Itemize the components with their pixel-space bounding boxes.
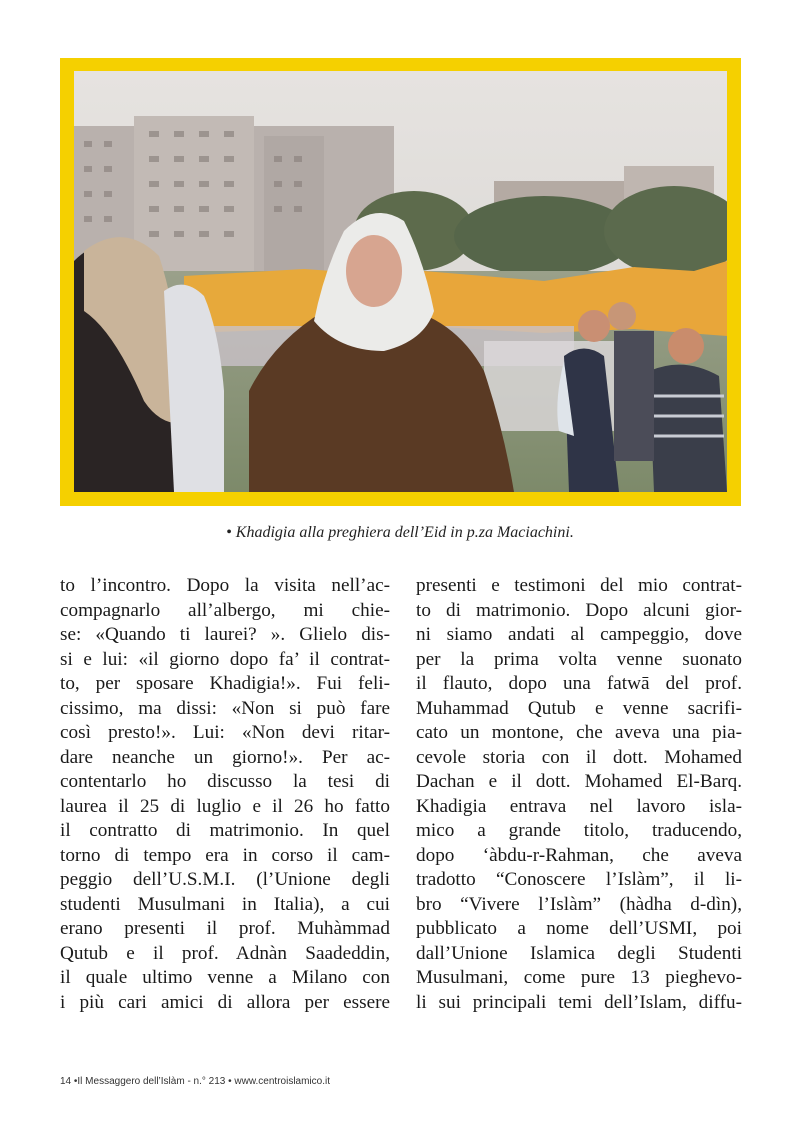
text-line: to di matrimonio. Dopo alcuni gior- bbox=[416, 599, 742, 621]
text-line: peggio dell’U.S.M.I. (l’Unione degli bbox=[60, 869, 390, 890]
text-line: se: «Quando ti laurei? ». Glielo dis- bbox=[60, 624, 390, 645]
text-line: i più cari amici di allora per essere bbox=[60, 991, 390, 1013]
text-line: si e lui: «il giorno dopo fa’ il contrat- bbox=[60, 648, 390, 670]
photo-frame bbox=[60, 58, 741, 506]
text-line: il contratto di matrimonio. In quel bbox=[60, 820, 390, 841]
text-line: presenti e testimoni del mio contrat- bbox=[416, 575, 742, 596]
eid-prayer-photo bbox=[74, 71, 727, 492]
text-line: il quale ultimo venne a Milano con bbox=[60, 967, 390, 988]
text-line: Khadigia entrava nel lavoro isla- bbox=[416, 795, 742, 817]
text-line: to, per sposare Khadigia!». Fui feli- bbox=[60, 673, 390, 694]
text-line: bro “Vivere l’Islàm” (hàdha d-dìn), bbox=[416, 893, 742, 915]
text-line: studenti Musulmani in Italia), a cui bbox=[60, 893, 390, 915]
text-line: tradotto “Conoscere l’Islàm”, il li- bbox=[416, 869, 742, 890]
text-line: contentarlo ho discusso la tesi di bbox=[60, 771, 390, 792]
text-line: Muhammad Qutub e venne sacrifi- bbox=[416, 697, 742, 719]
text-line: Qutub e il prof. Adnàn Saadeddin, bbox=[60, 942, 390, 964]
text-line: cato un montone, che aveva una pia- bbox=[416, 722, 742, 743]
text-line: Musulmani, come pure 13 pieghevo- bbox=[416, 967, 742, 988]
text-line: dopo ‘àbdu-r-Rahman, che aveva bbox=[416, 844, 742, 866]
text-line: ni siamo andati al campeggio, dove bbox=[416, 624, 742, 645]
text-line: to l’incontro. Dopo la visita nell’ac- bbox=[60, 575, 390, 596]
text-column-left bbox=[60, 574, 390, 1015]
text-column-right bbox=[416, 574, 742, 1015]
text-line: compagnarlo all’albergo, mi chie- bbox=[60, 599, 390, 621]
text-line: li sui principali temi dell’Islam, diffu- bbox=[416, 991, 742, 1013]
text-line: torno di tempo era in corso il cam- bbox=[60, 844, 390, 866]
text-line: laurea il 25 di luglio e il 26 ho fatto bbox=[60, 795, 390, 817]
text-line: per la prima volta venne suonato bbox=[416, 648, 742, 670]
page-footer: 14 •Il Messaggero dell’Islàm - n.° 213 • www.centroislamico.it bbox=[60, 1076, 330, 1087]
text-line: dare neanche un giorno!». Per ac- bbox=[60, 746, 390, 768]
text-line: erano presenti il prof. Muhàmmad bbox=[60, 918, 390, 939]
text-line: così presto!». Lui: «Non devi ritar- bbox=[60, 722, 390, 743]
text-line: il flauto, dopo una fatwā del prof. bbox=[416, 673, 742, 694]
text-line: mico a grande titolo, traducendo, bbox=[416, 820, 742, 841]
text-line: cevole storia con il dott. Mohamed bbox=[416, 746, 742, 768]
text-line: dall’Unione Islamica degli Studenti bbox=[416, 942, 742, 964]
text-line: pubblicato a nome dell’USMI, poi bbox=[416, 918, 742, 939]
text-line: Dachan e il dott. Mohamed El-Barq. bbox=[416, 771, 742, 792]
text-line: cissimo, ma dissi: «Non si può fare bbox=[60, 697, 390, 719]
photo-caption: • Khadigia alla preghiera dell’Eid in p.za Maciachini. bbox=[226, 524, 574, 541]
